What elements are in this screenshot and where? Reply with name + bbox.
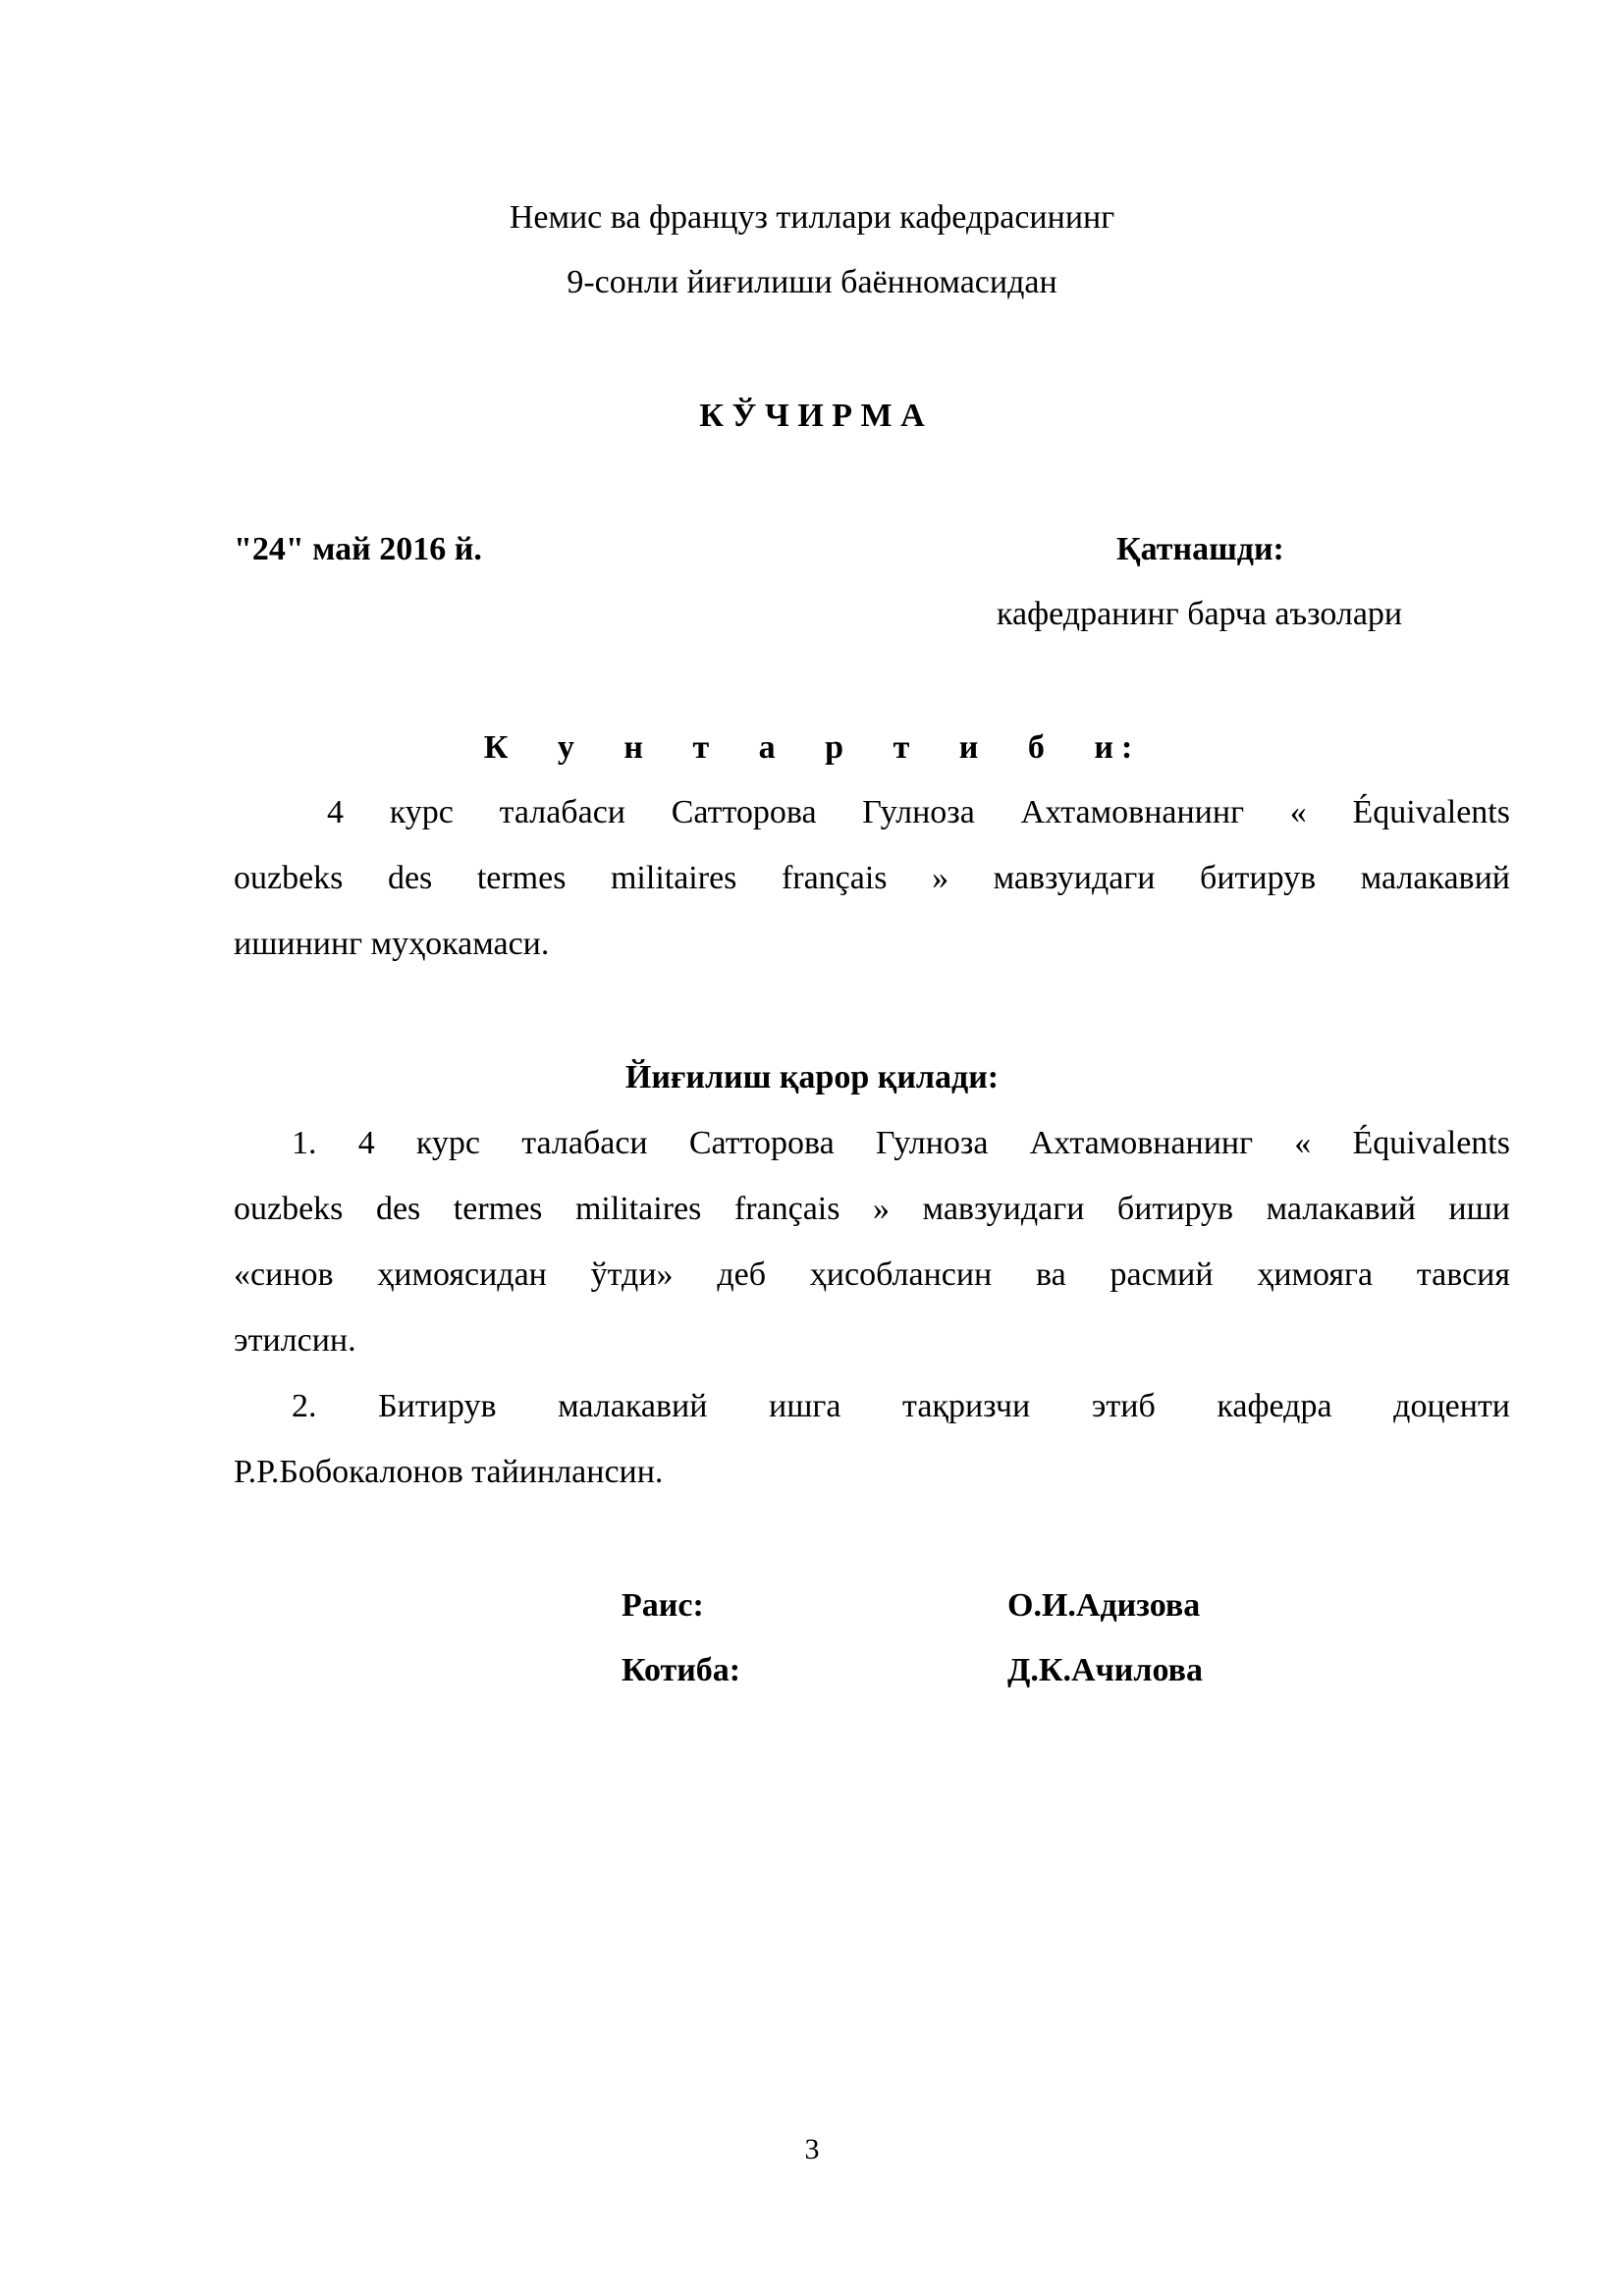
decision-item1-line-1: 1. 4 курс талабаси Сатторова Гулноза Ахтамовнанинг « Équivalents	[292, 1125, 1510, 1161]
signature-name-secretary: Д.К.Ачилова	[1007, 1652, 1203, 1688]
header-line-1: Немис ва француз тиллари кафедрасининг	[509, 199, 1115, 236]
agenda-line-2: ouzbeks des termes militaires français » мавзуидаги битирув малакавий	[234, 860, 1510, 896]
page-number: 3	[804, 2133, 820, 2165]
decision-heading: Йиғилиш қарор қилади:	[624, 1059, 1000, 1095]
decision-item2-line-2: Р.Р.Бобокалонов тайинлансин.	[234, 1454, 664, 1490]
agenda-line-1: 4 курс талабаси Сатторова Гулноза Ахтамовнанинг « Équivalents	[327, 794, 1510, 830]
attended-value: кафедранинг барча аъзолари	[997, 596, 1403, 632]
agenda-line-3: ишининг муҳокамаси.	[234, 926, 550, 962]
header-line-2: 9-сонли йиғилиши баённомасидан	[567, 264, 1057, 300]
decision-item1-line-3: «синов ҳимоясидан ўтди» деб ҳисоблансин ва расмий ҳимояга тавсия	[234, 1256, 1510, 1293]
attended-label: Қатнашди:	[1116, 531, 1284, 567]
decision-item1-line-4: этилсин.	[234, 1322, 356, 1359]
signature-name-chair: О.И.Адизова	[1007, 1587, 1201, 1624]
document-title: К Ў Ч И Р М А	[699, 398, 925, 434]
agenda-heading: К у н т а р т и б и:	[483, 729, 1141, 766]
decision-item2-line-1: 2. Битирув малакавий ишга тақризчи этиб кафедра доценти	[292, 1388, 1510, 1424]
meeting-date: "24" май 2016 й.	[234, 531, 482, 567]
signature-role-secretary: Котиба:	[622, 1652, 741, 1688]
decision-item1-line-2: ouzbeks des termes militaires français » мавзуидаги битирув малакавий иши	[234, 1191, 1510, 1227]
signature-role-chair: Раис:	[622, 1587, 704, 1624]
